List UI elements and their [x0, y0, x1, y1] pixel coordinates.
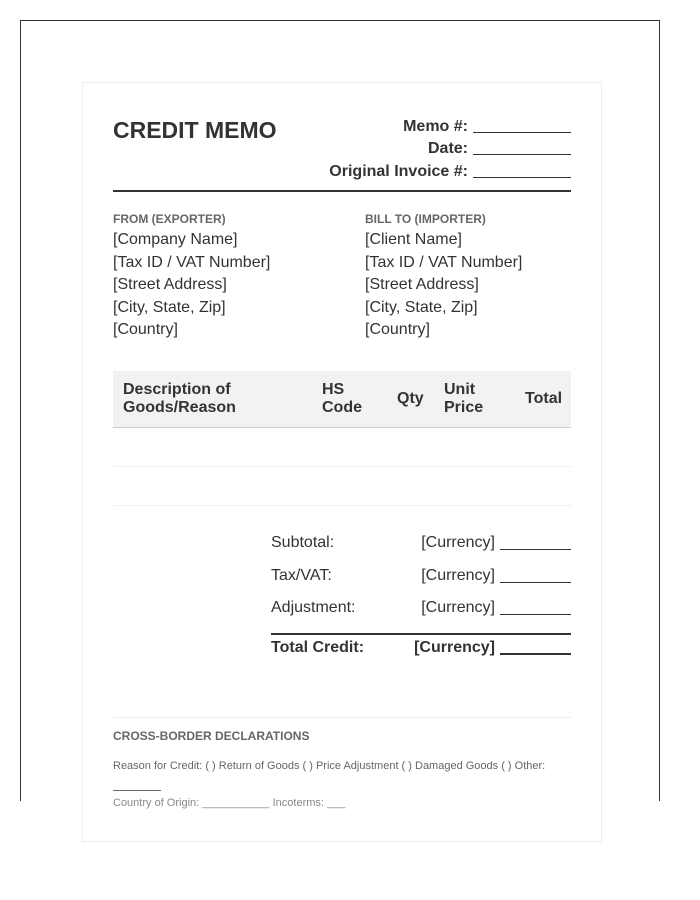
reason-for-credit-text: Reason for Credit: ( ) Return of Goods ( ) Price Adjustment ( ) Damaged Goods ( ) Other:	[113, 760, 546, 772]
totals-block	[271, 528, 571, 626]
column-header-description: Description of Goods/Reason	[123, 381, 236, 416]
tax-vat-currency: [Currency]	[421, 566, 495, 584]
subtotal-field[interactable]	[500, 535, 571, 550]
page-frame	[20, 20, 660, 809]
table-row[interactable]	[113, 428, 571, 467]
from-label: FROM (EXPORTER)	[113, 212, 226, 226]
subtotal-label: Subtotal:	[271, 534, 335, 551]
original-invoice-row	[271, 158, 571, 181]
tax-vat-field[interactable]	[500, 568, 571, 583]
column-header-qty: Qty	[397, 390, 424, 407]
goods-table	[113, 371, 571, 506]
declarations-divider	[113, 717, 571, 718]
from-company-name: [Company Name]	[113, 231, 238, 248]
adjustment-currency: [Currency]	[421, 599, 495, 616]
goods-table-header	[113, 371, 571, 428]
declarations-next-line: Country of Origin: ___________ Incoterms: ___	[113, 797, 346, 809]
declarations-title: CROSS-BORDER DECLARATIONS	[113, 729, 310, 743]
total-credit-field[interactable]	[500, 639, 571, 655]
bill-to-city-state-zip: [City, State, Zip]	[365, 298, 478, 316]
memo-number-label: Memo #:	[403, 117, 468, 135]
column-header-hs-code: HS Code	[322, 381, 362, 416]
bill-to-label: BILL TO (IMPORTER)	[365, 212, 486, 226]
subtotal-currency: [Currency]	[421, 534, 495, 551]
bill-to-country: [Country]	[365, 321, 430, 338]
document-title: CREDIT MEMO	[113, 117, 277, 143]
header-divider	[113, 190, 571, 192]
original-invoice-field[interactable]	[473, 163, 571, 178]
date-field[interactable]	[473, 140, 571, 155]
adjustment-row	[271, 593, 571, 626]
adjustment-label: Adjustment:	[271, 599, 356, 616]
adjustment-field[interactable]	[500, 600, 571, 615]
bill-to-client-name: [Client Name]	[365, 231, 462, 248]
total-credit-label: Total Credit:	[271, 639, 365, 656]
reason-other-field[interactable]	[113, 780, 161, 791]
from-tax-id: [Tax ID / VAT Number]	[113, 253, 271, 271]
memo-number-row	[271, 113, 571, 136]
tax-vat-label: Tax/VAT:	[271, 566, 332, 584]
table-row[interactable]	[113, 467, 571, 506]
original-invoice-label: Original Invoice #:	[329, 162, 468, 180]
memo-number-field[interactable]	[473, 118, 571, 133]
from-country: [Country]	[113, 321, 178, 338]
credit-memo-document	[82, 82, 602, 842]
bill-to-importer-block	[365, 212, 595, 342]
date-row	[271, 136, 571, 159]
bill-to-tax-id: [Tax ID / VAT Number]	[365, 253, 523, 271]
from-street-address: [Street Address]	[113, 276, 227, 293]
reason-for-credit	[113, 755, 571, 799]
date-label: Date:	[427, 140, 468, 157]
column-header-total: Total	[525, 390, 563, 407]
memo-meta	[271, 113, 571, 181]
total-credit-row	[271, 639, 571, 665]
total-credit-currency: [Currency]	[414, 639, 495, 656]
bill-to-street-address: [Street Address]	[365, 276, 479, 293]
subtotal-row	[271, 528, 571, 561]
from-city-state-zip: [City, State, Zip]	[113, 298, 226, 316]
total-divider	[271, 633, 571, 635]
column-header-unit-price: Unit Price	[444, 381, 484, 416]
from-exporter-block	[113, 212, 343, 342]
tax-vat-row	[271, 561, 571, 594]
